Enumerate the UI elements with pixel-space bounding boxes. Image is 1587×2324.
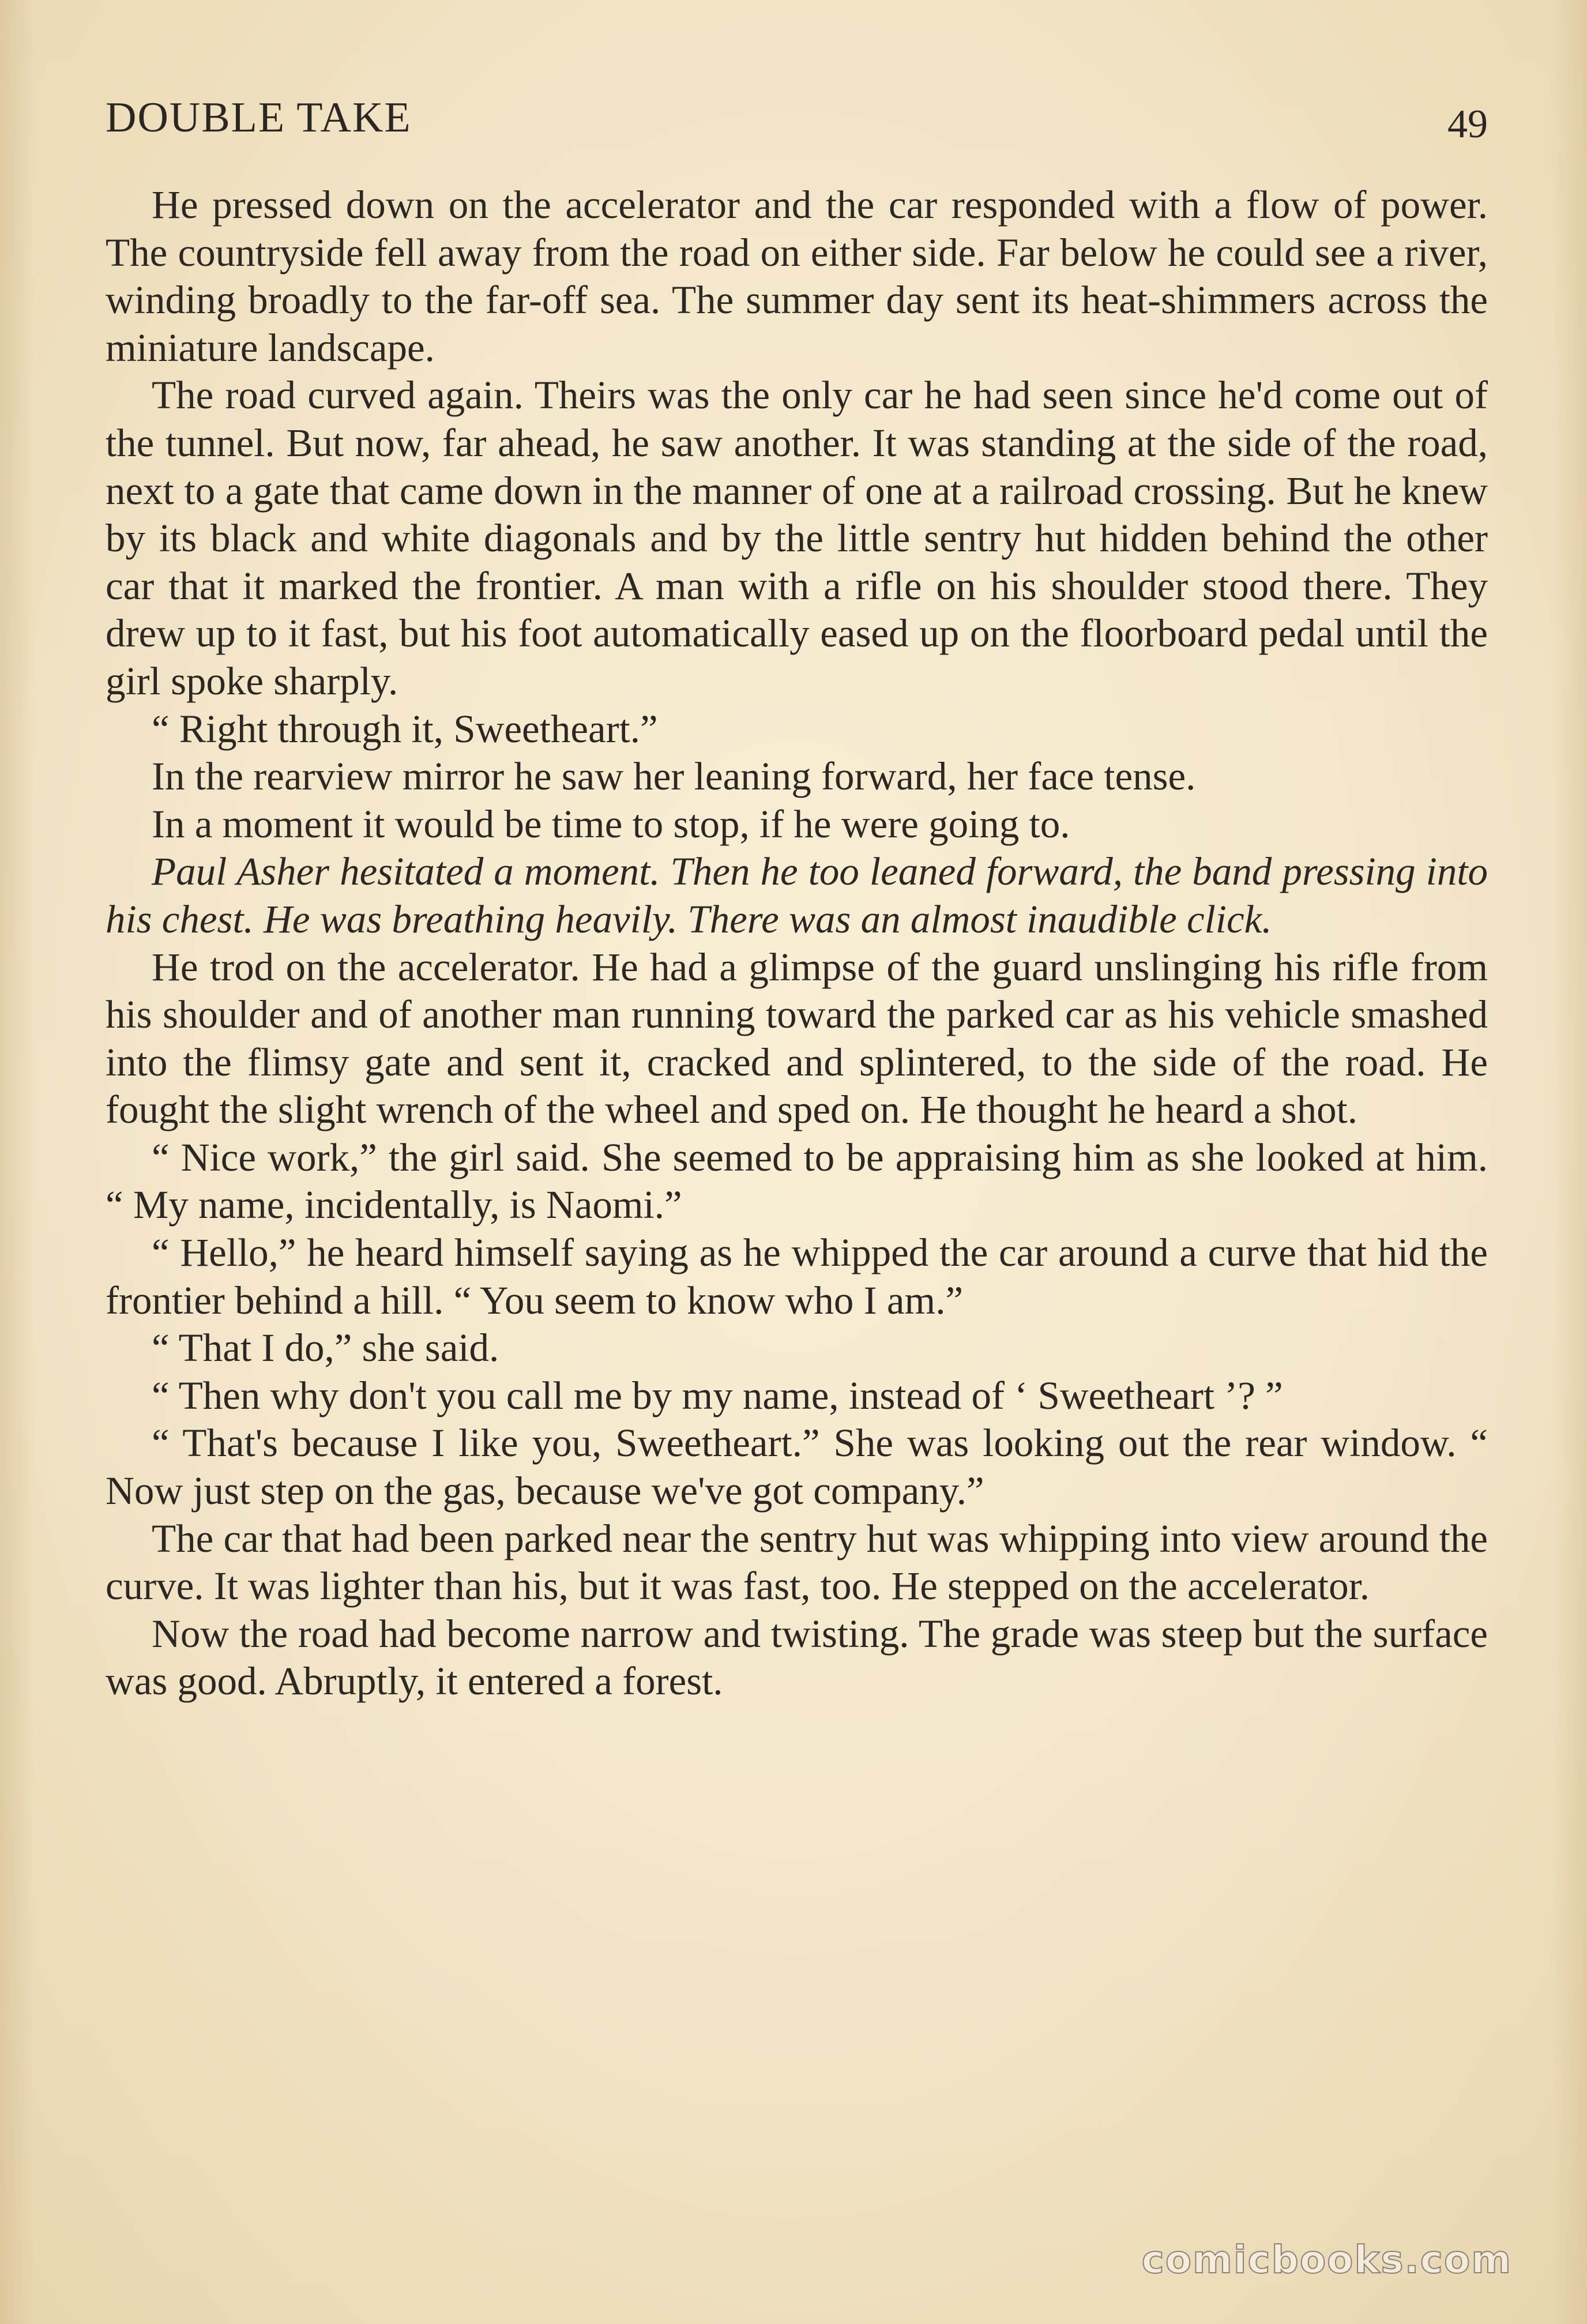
paragraph: In the rearview mirror he saw her leaning forward, her face tense. xyxy=(152,754,1196,799)
italic-paragraph: Paul Asher hesitated a moment. Then he too leaned forward, the band pressing into his chest. He was breathing heavily. There was an almost inaudible click. xyxy=(106,849,1488,941)
running-head xyxy=(106,87,1488,156)
page-edge-shadow-left xyxy=(0,0,35,2324)
paragraph: Now the road had become narrow and twisting. The grade was steep but the surface was good. Abruptly, it entered a forest. xyxy=(106,1611,1488,1703)
paragraph: “ That's because I like you, Sweetheart.” She was looking out the rear window. “ Now just step on the gas, because we've got company.” xyxy=(106,1421,1488,1513)
page-edge-shadow-right xyxy=(1552,0,1587,2324)
paragraph: He trod on the accelerator. He had a glimpse of the guard unslinging his rifle from his shoulder and of another man running toward the parked car as his vehicle smashed into the flimsy gate and sent it, cracked and splintered, to the side of the road. He fought the slight wrench of the wheel and sped on. He thought he heard a shot. xyxy=(106,945,1488,1132)
paragraph: He pressed down on the accelerator and the car responded with a flow of power. The countryside fell away from the road on either side. Far below he could see a river, winding broadly to the far-off sea. The summer day sent its heat-shimmers across the miniature landscape. xyxy=(106,183,1488,370)
running-title: DOUBLE TAKE xyxy=(106,94,412,141)
paragraph: “ Then why don't you call me by my name, instead of ‘ Sweetheart ’? ” xyxy=(152,1373,1283,1417)
page-number: 49 xyxy=(1447,102,1488,146)
paragraph: The road curved again. Theirs was the only car he had seen since he'd come out of the tunnel. But now, far ahead, he saw another. It was standing at the side of the road, next to a gate that came down in the manner of one at a railroad crossing. But he knew by its black and white diagonals and by the little sentry hut hidden behind the other car that it marked the frontier. A man with a rifle on his shoulder stood there. They drew up to it fast, but his foot automatically eased up on the floorboard pedal until the girl spoke sharply. xyxy=(106,373,1488,703)
paragraph: “ Hello,” he heard himself saying as he whipped the car around a curve that hid the frontier behind a hill. “ You seem to know who I am.” xyxy=(106,1231,1488,1322)
paragraph: “ That I do,” she said. xyxy=(152,1326,499,1370)
body-text xyxy=(106,181,1488,1705)
paragraph: “ Right through it, Sweetheart.” xyxy=(152,706,658,751)
watermark: comicbooks.com xyxy=(1141,2237,1512,2282)
paragraph: The car that had been parked near the sentry hut was whipping into view around the curve. It was lighter than his, but it was fast, too. He stepped on the accelerator. xyxy=(106,1516,1488,1608)
paragraph: In a moment it would be time to stop, if he were going to. xyxy=(152,802,1070,846)
paragraph: “ Nice work,” the girl said. She seemed to be appraising him as she looked at him. “ My name, incidentally, is Naomi.” xyxy=(106,1135,1488,1227)
